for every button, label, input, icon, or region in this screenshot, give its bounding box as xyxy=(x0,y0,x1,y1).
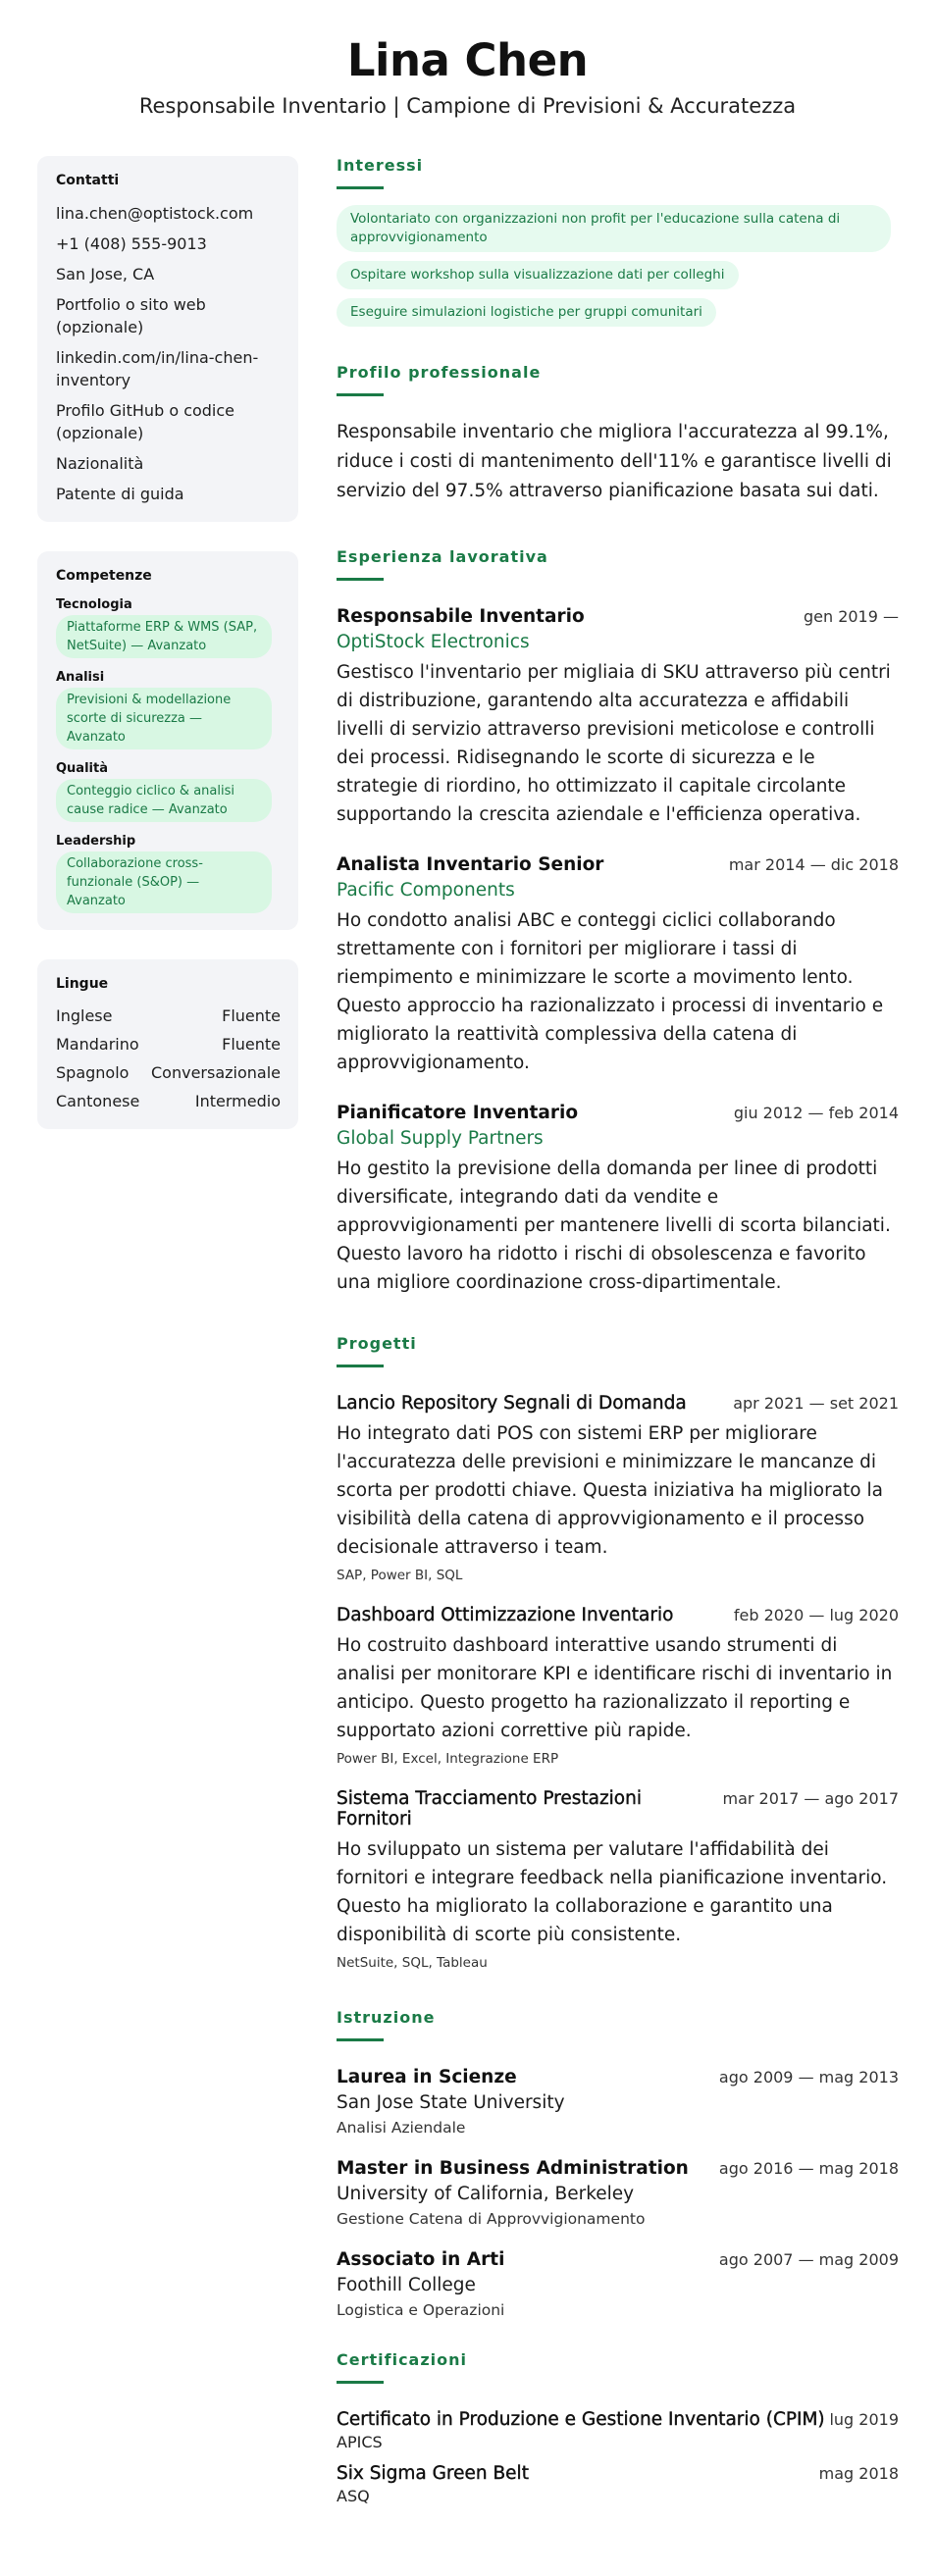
degree-title: Master in Business Administration xyxy=(337,2158,689,2179)
projects-title: Progetti xyxy=(337,1334,417,1353)
certification-date: lug 2019 xyxy=(829,2410,899,2429)
experience-section xyxy=(337,547,899,1297)
project-description: Ho sviluppato un sistema per valutare l'affidabilità dei fornitori e integrare feedback nella pianificazione inventario. Questo ha migliorato la collaborazione e garantito una disponibilità di scorte più consistente. xyxy=(337,1839,888,1945)
job-description: Gestisco l'inventario per migliaia di SKU attraverso più centri di distribuzione, garantendo alta accuratezza e affidabili livelli di servizio attraverso previsioni meticolose e controlli dei processi. Ridisegnando le scorte di sicurezza e le strategie di riordino, ho ottimizzato il capitale circolante supportando la crescita aziendale e l'efficienza operativa. xyxy=(337,662,891,825)
job-description: Ho condotto analisi ABC e conteggi ciclici collaborando strettamente con i fornitori per migliorare i tassi di riempimento e minimizzare le scorte a movimento lento. Questo approccio ha razionalizzato i processi di inventario e migliorato la reattività complessiva della catena di approvvigionamento. xyxy=(337,910,884,1073)
project-name: Dashboard Ottimizzazione Inventario xyxy=(337,1605,674,1625)
language-name: Cantonese xyxy=(56,1092,140,1110)
language-row xyxy=(56,1062,281,1084)
skill-group xyxy=(56,834,281,913)
job-company: Pacific Components xyxy=(337,880,515,901)
skill-group xyxy=(56,597,281,658)
certification-entry xyxy=(337,2463,899,2505)
profile-section xyxy=(337,363,899,506)
contact-location: San Jose, CA xyxy=(56,265,155,283)
project-dates: mar 2017 — ago 2017 xyxy=(722,1789,899,1808)
language-level: Conversazionale xyxy=(151,1063,281,1082)
candidate-name: Lina Chen xyxy=(346,34,589,86)
degree-institution: University of California, Berkeley xyxy=(337,2184,635,2204)
degree-field: Logistica e Operazioni xyxy=(337,2301,505,2319)
section-rule xyxy=(337,1365,384,1367)
profile-title: Profilo professionale xyxy=(337,363,542,382)
job-company: OptiStock Electronics xyxy=(337,632,530,652)
certification-name: Six Sigma Green Belt xyxy=(337,2463,529,2484)
language-name: Spagnolo xyxy=(56,1063,130,1082)
contact-license: Patente di guida xyxy=(56,485,184,503)
education-entry xyxy=(337,2158,899,2228)
contact-nationality: Nazionalità xyxy=(56,454,144,473)
language-row xyxy=(56,1034,281,1056)
skill-pill: Previsioni & modellazione scorte di sicurezza — Avanzato xyxy=(56,688,272,749)
skill-category: Tecnologia xyxy=(56,597,132,612)
languages-title: Lingue xyxy=(56,976,109,992)
education-entry xyxy=(337,2067,899,2137)
section-rule xyxy=(337,2038,384,2041)
skill-category: Analisi xyxy=(56,670,105,685)
experience-entry xyxy=(337,606,899,829)
job-dates: giu 2012 — feb 2014 xyxy=(733,1104,899,1122)
degree-title: Associato in Arti xyxy=(337,2249,505,2270)
main-column xyxy=(337,156,899,2517)
languages-card xyxy=(37,959,298,1129)
skill-category: Qualità xyxy=(56,761,108,776)
profile-summary: Responsabile inventario che migliora l'accuratezza al 99.1%, riduce i costi di mantenimento dell'11% e garantisce livelli di servizio del 97.5% attraverso pianificazione basata sui dati. xyxy=(337,422,892,501)
project-entry xyxy=(337,1605,899,1767)
degree-institution: San Jose State University xyxy=(337,2092,565,2113)
interest-pill: Eseguire simulazioni logistiche per gruppi comunitari xyxy=(337,298,716,327)
job-dates: gen 2019 — xyxy=(803,607,899,626)
section-rule xyxy=(337,578,384,581)
project-entry xyxy=(337,1393,899,1583)
certification-entry xyxy=(337,2409,899,2451)
skill-category: Leadership xyxy=(56,834,136,849)
job-description: Ho gestito la previsione della domanda per linee di prodotti diversificate, integrando dati da vendite e approvvigionamenti per mantenere livelli di scorta bilanciati. Questo lavoro ha ridotto i rischi di obsolescenza e favorito una migliore coordinazione cross-dipartimentale. xyxy=(337,1159,891,1293)
degree-field: Gestione Catena di Approvvigionamento xyxy=(337,2210,646,2228)
project-entry xyxy=(337,1788,899,1971)
interest-pill: Volontariato con organizzazioni non profit per l'educazione sulla catena di approvvigionamento xyxy=(337,205,891,252)
degree-title: Laurea in Scienze xyxy=(337,2067,517,2087)
skill-pill: Piattaforme ERP & WMS (SAP, NetSuite) — Avanzato xyxy=(56,615,272,658)
contacts-card xyxy=(37,156,298,522)
contact-linkedin[interactable]: linkedin.com/in/lina-chen-inventory xyxy=(56,348,259,389)
education-entry xyxy=(337,2249,899,2319)
language-name: Mandarino xyxy=(56,1035,139,1054)
degree-institution: Foothill College xyxy=(337,2275,476,2295)
project-dates: apr 2021 — set 2021 xyxy=(733,1394,899,1413)
candidate-subtitle: Responsabile Inventario | Campione di Previsioni & Accuratezza xyxy=(138,94,797,118)
job-dates: mar 2014 — dic 2018 xyxy=(728,855,899,874)
experience-entry xyxy=(337,1103,899,1297)
language-row xyxy=(56,1091,281,1112)
language-row xyxy=(56,1005,281,1027)
job-title: Analista Inventario Senior xyxy=(337,854,604,875)
skill-pill: Conteggio ciclico & analisi cause radice — Avanzato xyxy=(56,779,272,822)
projects-section xyxy=(337,1334,899,1971)
skills-title: Competenze xyxy=(56,568,152,584)
contact-github[interactable]: Profilo GitHub o codice (opzionale) xyxy=(56,401,235,442)
degree-dates: ago 2016 — mag 2018 xyxy=(718,2159,899,2178)
skill-group xyxy=(56,670,281,749)
section-rule xyxy=(337,186,384,189)
certifications-section xyxy=(337,2350,899,2505)
degree-field: Analisi Aziendale xyxy=(337,2119,466,2137)
project-description: Ho costruito dashboard interattive usando strumenti di analisi per monitorare KPI e identificare rischi di inventario in anticipo. Questo progetto ha razionalizzato il reporting e supportato azioni correttive più rapide. xyxy=(337,1635,893,1741)
job-title: Responsabile Inventario xyxy=(337,606,585,627)
project-tech: NetSuite, SQL, Tableau xyxy=(337,1955,488,1971)
experience-title: Esperienza lavorativa xyxy=(337,547,548,566)
contact-email[interactable]: lina.chen@optistock.com xyxy=(56,204,254,223)
section-rule xyxy=(337,393,384,396)
interests-title: Interessi xyxy=(337,156,424,175)
project-description: Ho integrato dati POS con sistemi ERP per migliorare l'accuratezza delle previsioni e minimizzare le mancanze di scorta per prodotti chiave. Questa iniziativa ha migliorato la visibilità della catena di approvvigionamento e il processo decisionale attraverso i team. xyxy=(337,1423,883,1558)
certification-issuer: ASQ xyxy=(337,2487,370,2505)
certification-issuer: APICS xyxy=(337,2433,383,2451)
project-name: Lancio Repository Segnali di Domanda xyxy=(337,1393,687,1414)
section-rule xyxy=(337,2381,384,2384)
skill-group xyxy=(56,761,281,822)
skills-card xyxy=(37,551,298,930)
experience-entry xyxy=(337,854,899,1077)
certifications-title: Certificazioni xyxy=(337,2350,468,2369)
education-section xyxy=(337,2008,899,2319)
certification-name: Certificato in Produzione e Gestione Inventario (CPIM) xyxy=(337,2409,825,2430)
certification-date: mag 2018 xyxy=(818,2464,899,2483)
education-title: Istruzione xyxy=(337,2008,436,2027)
language-name: Inglese xyxy=(56,1006,113,1025)
degree-dates: ago 2007 — mag 2009 xyxy=(718,2250,899,2269)
interests-section xyxy=(337,156,899,335)
project-dates: feb 2020 — lug 2020 xyxy=(733,1606,899,1624)
project-tech: SAP, Power BI, SQL xyxy=(337,1568,463,1583)
language-level: Fluente xyxy=(222,1006,281,1025)
interest-pill: Ospitare workshop sulla visualizzazione dati per colleghi xyxy=(337,261,739,289)
skill-pill: Collaborazione cross-funzionale (S&OP) — Avanzato xyxy=(56,851,272,913)
contacts-title: Contatti xyxy=(56,173,120,188)
project-tech: Power BI, Excel, Integrazione ERP xyxy=(337,1751,559,1767)
job-company: Global Supply Partners xyxy=(337,1128,544,1149)
sidebar xyxy=(37,156,298,1159)
degree-dates: ago 2009 — mag 2013 xyxy=(718,2068,899,2087)
contact-portfolio[interactable]: Portfolio o sito web (opzionale) xyxy=(56,295,206,336)
language-level: Intermedio xyxy=(194,1092,281,1110)
language-level: Fluente xyxy=(222,1035,281,1054)
job-title: Pianificatore Inventario xyxy=(337,1103,579,1123)
resume-header xyxy=(0,0,935,118)
project-name: Sistema Tracciamento Prestazioni Fornitori xyxy=(337,1788,642,1829)
contact-phone[interactable]: +1 (408) 555-9013 xyxy=(56,234,207,253)
